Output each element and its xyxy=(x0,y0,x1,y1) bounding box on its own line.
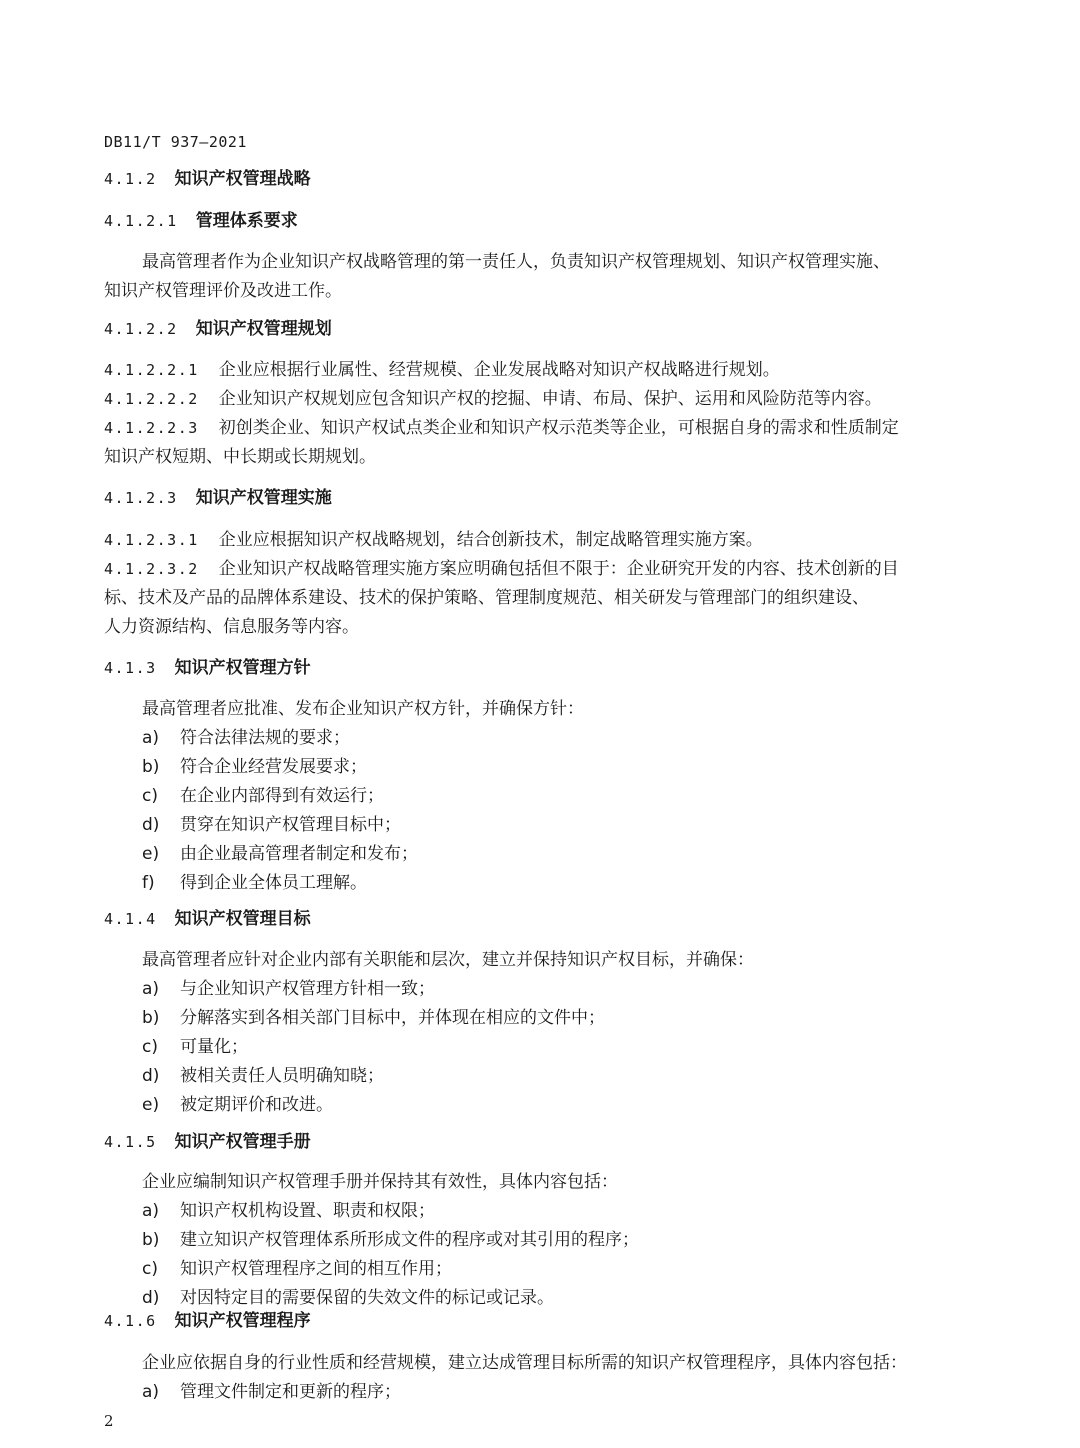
list-item xyxy=(104,753,984,782)
section-heading-4-1-3 xyxy=(104,654,984,683)
list-item xyxy=(104,1197,984,1226)
clause-list xyxy=(104,526,984,642)
list-item xyxy=(104,782,984,811)
clause-text: 企业应根据行业属性、经营规模、企业发展战略对知识产权战略进行规划。 xyxy=(218,360,780,380)
list-item xyxy=(104,840,984,869)
clause-number: 4.1.2.2.3 xyxy=(104,419,199,437)
clause-number: 4.1.2.3.1 xyxy=(104,531,199,549)
section-number: 4.1.4 xyxy=(104,910,157,928)
list-label: f) xyxy=(142,873,155,893)
list-label: c) xyxy=(142,1037,158,1057)
list-label: c) xyxy=(142,786,158,806)
page-number: 2 xyxy=(104,1412,114,1430)
list-text: 知识产权管理程序之间的相互作用； xyxy=(180,1259,452,1279)
list-label: b) xyxy=(142,1008,160,1028)
list-text: 对因特定目的需要保留的失效文件的标记或记录。 xyxy=(180,1288,554,1308)
list-label: c) xyxy=(142,1259,158,1279)
list-intro: 企业应依据自身的行业性质和经营规模，建立达成管理目标所需的知识产权管理程序，具体内容包括： xyxy=(142,1353,907,1373)
section-title: 管理体系要求 xyxy=(195,211,298,231)
list-text: 知识产权机构设置、职责和权限； xyxy=(180,1201,435,1221)
list-block-4-1-5 xyxy=(104,1168,984,1313)
list-label: a) xyxy=(142,1201,160,1221)
section-title: 知识产权管理目标 xyxy=(174,909,311,929)
list-item xyxy=(104,1062,984,1091)
list-text: 得到企业全体员工理解。 xyxy=(180,873,367,893)
list-label: d) xyxy=(142,815,160,835)
section-number: 4.1.6 xyxy=(104,1312,157,1330)
list-block-4-1-6 xyxy=(104,1349,984,1407)
list-item xyxy=(104,1004,984,1033)
list-text: 贯穿在知识产权管理目标中； xyxy=(180,815,401,835)
section-heading-4-1-2 xyxy=(104,165,984,194)
clause-continuation: 标、技术及产品的品牌体系建设、技术的保护策略、管理制度规范、相关研发与管理部门的组织建设、 xyxy=(104,588,869,608)
list-intro: 最高管理者应批准、发布企业知识产权方针，并确保方针： xyxy=(142,699,584,719)
list-text: 可量化； xyxy=(180,1037,248,1057)
section-title: 知识产权管理程序 xyxy=(174,1311,311,1331)
paragraph-line: 知识产权管理评价及改进工作。 xyxy=(104,281,342,301)
list-text: 管理文件制定和更新的程序； xyxy=(180,1382,401,1402)
clause-text: 初创类企业、知识产权试点类企业和知识产权示范类等企业，可根据自身的需求和性质制定 xyxy=(218,418,899,438)
section-number: 4.1.2.2 xyxy=(104,320,178,338)
clause-number: 4.1.2.2.1 xyxy=(104,361,199,379)
list-label: e) xyxy=(142,1095,160,1115)
list-text: 建立知识产权管理体系所形成文件的程序或对其引用的程序； xyxy=(180,1230,639,1250)
clause-text: 企业应根据知识产权战略规划，结合创新技术，制定战略管理实施方案。 xyxy=(218,530,763,550)
list-text: 符合企业经营发展要求； xyxy=(180,757,367,777)
section-title: 知识产权管理方针 xyxy=(174,658,311,678)
section-number: 4.1.3 xyxy=(104,659,157,677)
list-text: 由企业最高管理者制定和发布； xyxy=(180,844,418,864)
section-number: 4.1.2.3 xyxy=(104,489,178,507)
standard-code-header: DB11/T 937—2021 xyxy=(104,133,247,151)
list-item xyxy=(104,724,984,753)
list-intro: 企业应编制知识产权管理手册并保持其有效性，具体内容包括： xyxy=(142,1172,618,1192)
list-text: 与企业知识产权管理方针相一致； xyxy=(180,979,435,999)
clause xyxy=(104,356,984,385)
section-heading-4-1-2-2 xyxy=(104,315,984,344)
list-item xyxy=(104,811,984,840)
clause-continuation: 知识产权短期、中长期或长期规划。 xyxy=(104,447,376,467)
section-title: 知识产权管理手册 xyxy=(174,1132,311,1152)
list-text: 分解落实到各相关部门目标中，并体现在相应的文件中； xyxy=(180,1008,605,1028)
list-item xyxy=(104,1091,984,1120)
list-block-4-1-4 xyxy=(104,946,984,1120)
list-text: 符合法律法规的要求； xyxy=(180,728,350,748)
list-item xyxy=(104,975,984,1004)
list-label: a) xyxy=(142,1382,160,1402)
clause-continuation: 人力资源结构、信息服务等内容。 xyxy=(104,617,359,637)
list-item xyxy=(104,1378,984,1407)
paragraph-line: 最高管理者作为企业知识产权战略管理的第一责任人，负责知识产权管理规划、知识产权管理实施、 xyxy=(142,252,890,272)
section-heading-4-1-2-3 xyxy=(104,484,984,513)
clause-number: 4.1.2.3.2 xyxy=(104,560,199,578)
section-heading-4-1-5 xyxy=(104,1128,984,1157)
clause xyxy=(104,526,984,555)
list-intro: 最高管理者应针对企业内部有关职能和层次，建立并保持知识产权目标，并确保： xyxy=(142,950,754,970)
section-number: 4.1.2 xyxy=(104,170,157,188)
list-text: 在企业内部得到有效运行； xyxy=(180,786,384,806)
section-title: 知识产权管理规划 xyxy=(195,319,332,339)
clause xyxy=(104,385,984,414)
paragraph xyxy=(104,248,984,306)
list-text: 被定期评价和改进。 xyxy=(180,1095,333,1115)
list-label: b) xyxy=(142,1230,160,1250)
list-item xyxy=(104,869,984,898)
list-text: 被相关责任人员明确知晓； xyxy=(180,1066,384,1086)
section-heading-4-1-4 xyxy=(104,905,984,934)
section-number: 4.1.2.1 xyxy=(104,212,178,230)
clause xyxy=(104,555,984,584)
clause xyxy=(104,414,984,443)
list-label: a) xyxy=(142,728,160,748)
list-label: a) xyxy=(142,979,160,999)
list-label: e) xyxy=(142,844,160,864)
section-heading-4-1-2-1 xyxy=(104,207,984,236)
list-item xyxy=(104,1255,984,1284)
list-item xyxy=(104,1033,984,1062)
list-item xyxy=(104,1226,984,1255)
clause-text: 企业知识产权战略管理实施方案应明确包括但不限于：企业研究开发的内容、技术创新的目 xyxy=(218,559,899,579)
clause-number: 4.1.2.2.2 xyxy=(104,390,199,408)
section-title: 知识产权管理实施 xyxy=(195,488,332,508)
section-heading-4-1-6 xyxy=(104,1307,984,1336)
section-number: 4.1.5 xyxy=(104,1133,157,1151)
list-label: b) xyxy=(142,757,160,777)
section-title: 知识产权管理战略 xyxy=(174,169,311,189)
list-block-4-1-3 xyxy=(104,695,984,898)
list-label: d) xyxy=(142,1288,160,1308)
clause-text: 企业知识产权规划应包含知识产权的挖掘、申请、布局、保护、运用和风险防范等内容。 xyxy=(218,389,882,409)
list-label: d) xyxy=(142,1066,160,1086)
clause-list xyxy=(104,356,984,472)
